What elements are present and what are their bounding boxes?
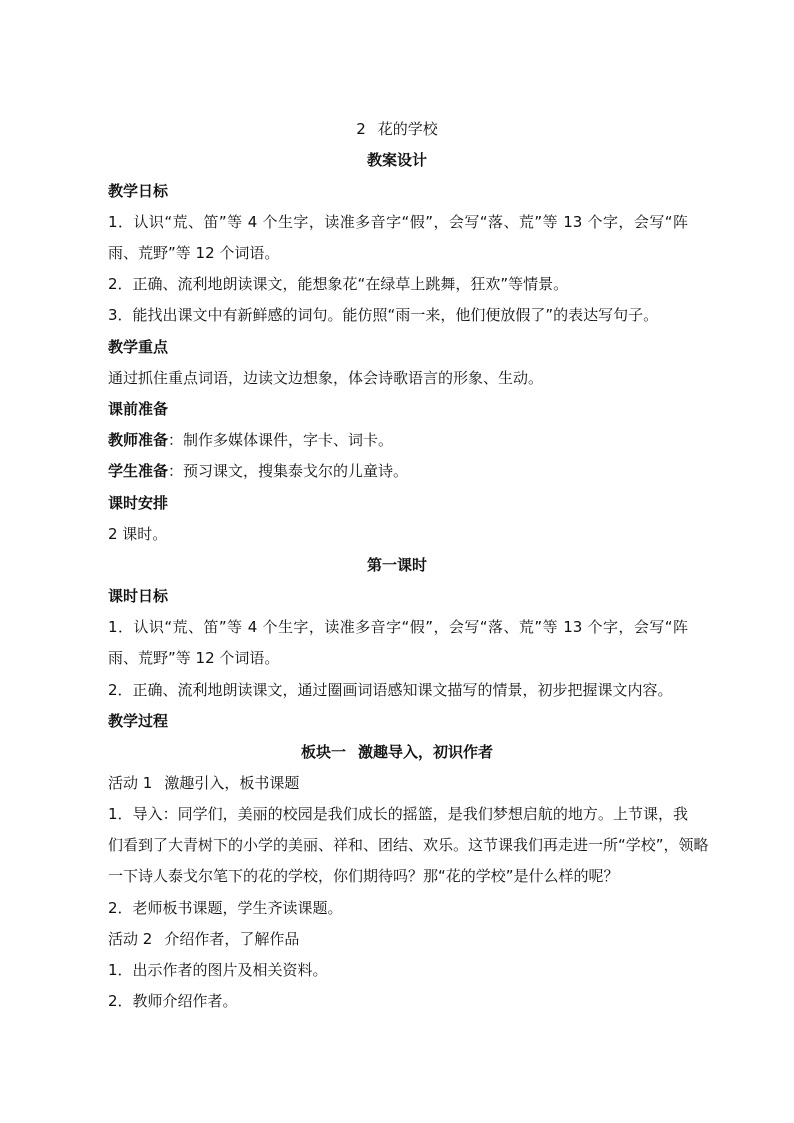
schedule-text: 2 课时。 — [108, 525, 168, 543]
prep-heading: 课前准备 — [108, 400, 169, 418]
document-subtitle: 教案设计 — [366, 151, 427, 169]
teacher-prep-text: ：制作多媒体课件，字卡、词卡。 — [168, 431, 394, 449]
activity1-p1-line-3: 一下诗人泰戈尔笔下的花的学校，你们期待吗？那“花的学校”是什么样的呢？ — [108, 867, 619, 885]
block1-label: 板块一 — [300, 743, 346, 761]
activity2-heading — [108, 924, 688, 955]
activity2-p1: 1．出示作者的图片及相关资料。 — [108, 961, 328, 979]
lesson1-objectives-heading: 课时日标 — [108, 587, 169, 605]
objective-1-line-2: 雨、荒野”等 12 个词语。 — [108, 244, 280, 262]
lesson-number: 2 — [356, 120, 366, 138]
activity2-title: 介绍作者，了解作品 — [164, 930, 300, 948]
lesson1-objective-1-line-1: 1．认识“荒、笛”等 4 个生字，读准多音字“假”，会写“落、荒”等 13 个字，会写“阵 — [108, 618, 688, 636]
objective-2: 2．正确、流利地朗读课文，能想象花“在绿草上跳舞，狂欢”等情景。 — [108, 275, 569, 293]
lesson-title — [0, 114, 794, 145]
activity1-title: 激趣引入，板书课题 — [164, 774, 300, 792]
keypoints-heading: 教学重点 — [108, 338, 169, 356]
lesson-name: 花的学校 — [377, 120, 438, 138]
objective-3: 3．能找出课文中有新鲜感的词句。能仿照“雨一来，他们便放假了”的表达写句子。 — [108, 306, 659, 324]
objectives-heading: 教学日标 — [108, 182, 169, 200]
activity1-p2: 2．老师板书课题，学生齐读课题。 — [108, 899, 343, 917]
activity2-p2: 2．教师介绍作者。 — [108, 992, 238, 1010]
lesson1-objective-1-line-2: 雨、荒野”等 12 个词语。 — [108, 649, 280, 667]
objective-1-line-1: 1．认识“荒、笛”等 4 个生字，读准多音字“假”，会写“落、荒”等 13 个字，会写“阵 — [108, 213, 688, 231]
lesson1-heading: 第一课时 — [366, 556, 427, 574]
activity1-label: 活动 1 — [108, 774, 153, 792]
lesson1-objective-2: 2．正确、流利地朗读课文，通过圈画词语感知课文描写的情景，初步把握课文内容。 — [108, 681, 673, 699]
schedule-heading: 课时安排 — [108, 494, 169, 512]
activity2-label: 活动 2 — [108, 930, 153, 948]
keypoints-text: 通过抓住重点词语，边读文边想象，体会诗歌语言的形象、生动。 — [108, 369, 544, 387]
process-heading: 教学过程 — [108, 712, 169, 730]
teacher-prep — [108, 425, 688, 456]
student-prep — [108, 456, 688, 487]
block1-heading — [0, 737, 794, 768]
teacher-prep-label: 教师准备 — [108, 431, 169, 449]
activity1-p1-line-1: 1．导入：同学们，美丽的校园是我们成长的摇篮，是我们梦想启航的地方。上节课，我 — [108, 805, 688, 823]
block1-title: 激趣导入，初识作者 — [358, 743, 494, 761]
activity1-heading — [108, 768, 688, 799]
student-prep-label: 学生准备 — [108, 462, 169, 480]
activity1-p1-line-2: 们看到了大青树下的小学的美丽、祥和、团结、欢乐。这节课我们再走进一所“学校”，领略 — [108, 836, 709, 854]
student-prep-text: ：预习课文，搜集泰戈尔的儿童诗。 — [168, 462, 409, 480]
